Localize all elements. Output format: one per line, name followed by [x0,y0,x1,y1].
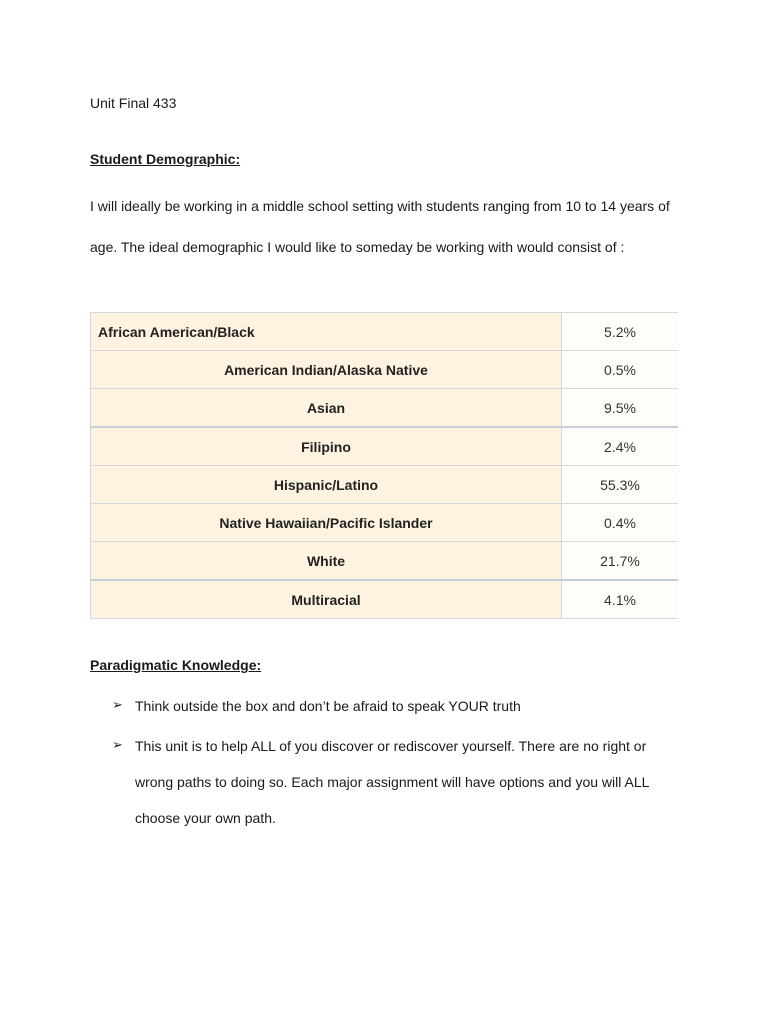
table-row [91,313,679,351]
group-cell: Hispanic/Latino [91,466,562,504]
arrowhead-bullet-icon: ➢ [112,738,123,753]
percent-cell: 4.1% [562,580,679,619]
group-cell: African American/Black [91,313,562,351]
table-row [91,389,679,428]
demographics-table [90,312,678,619]
group-cell: Native Hawaiian/Pacific Islander [91,504,562,542]
student-demographic-intro: I will ideally be working in a middle school setting with students ranging from 10 to 14 years of age. The ideal demographic I would like to someday be working with would consist of : [90,198,670,255]
percent-cell: 0.5% [562,351,679,389]
student-demographic-heading: Student Demographic: [90,151,241,167]
table-row [91,466,679,504]
table-row [91,542,679,581]
arrowhead-bullet-icon: ➢ [112,698,123,713]
percent-cell: 9.5% [562,389,679,428]
group-cell: White [91,542,562,581]
list-item-text: Think outside the box and don’t be afraid to speak YOUR truth [135,698,521,714]
percent-cell: 0.4% [562,504,679,542]
percent-cell: 21.7% [562,542,679,581]
table-row [91,580,679,619]
group-cell: American Indian/Alaska Native [91,351,562,389]
percent-cell: 55.3% [562,466,679,504]
percent-cell: 2.4% [562,427,679,466]
list-item [90,688,680,724]
group-cell: Filipino [91,427,562,466]
paradigmatic-knowledge-list [90,688,680,840]
list-item [90,728,680,836]
document-title: Unit Final 433 [90,95,177,111]
table-row [91,427,679,466]
group-cell: Multiracial [91,580,562,619]
paradigmatic-knowledge-heading: Paradigmatic Knowledge: [90,657,262,673]
group-cell: Asian [91,389,562,428]
table-row [91,504,679,542]
percent-cell: 5.2% [562,313,679,351]
list-item-text: This unit is to help ALL of you discover or rediscover yourself. There are no right or wrong paths to doing so. Each major assignment will have options and you will ALL choose your own path. [135,738,649,826]
table-row [91,351,679,389]
